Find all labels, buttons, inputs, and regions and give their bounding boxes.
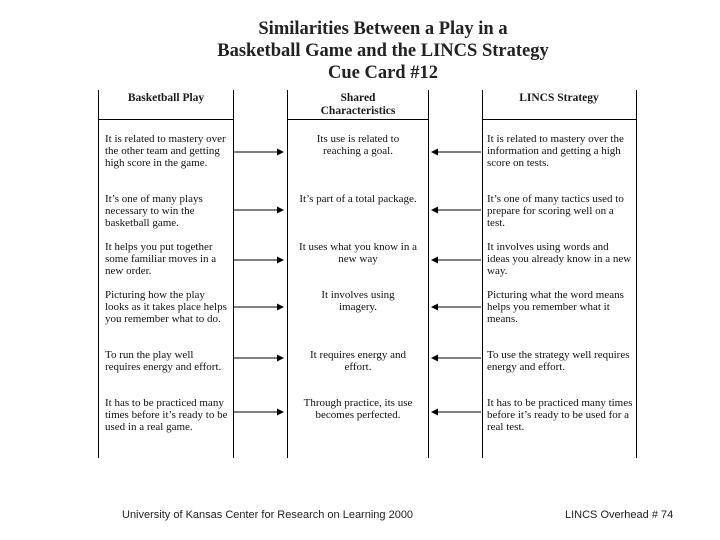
footer-overhead-number: LINCS Overhead # 74 [565, 509, 674, 521]
basketball-cell-2: It’s one of many plays necessary to win the basketball game. [105, 193, 203, 229]
lincs-cell-5: To use the strategy well requires energy and effort. [487, 349, 630, 373]
shared-cell-4: It involves using imagery. [321, 289, 395, 313]
basketball-cell-6: It has to be practiced many times before it’s ready to be used in a real game. [105, 397, 228, 433]
lincs-cell-2: It’s one of many tactics used to prepare for scoring well on a test. [487, 193, 624, 229]
lincs-cell-4: Picturing what the word means helps you remember what it means. [487, 289, 624, 325]
shared-characteristics-header: Shared Characteristics [320, 92, 396, 117]
lincs-cell-1: It is related to mastery over the information and getting a high score on tests. [487, 133, 624, 169]
shared-cell-5: It requires energy and effort. [309, 349, 406, 373]
footer-credit: University of Kansas Center for Research on Learning 2000 [122, 509, 414, 521]
shared-cell-2: It’s part of a total package. [299, 193, 417, 205]
title-line-2: Basketball Game and the LINCS Strategy [217, 41, 549, 61]
basketball-cell-4: Picturing how the play looks as it takes place helps you remember what to do. [105, 289, 227, 325]
basketball-cell-5: To run the play well requires energy and effort. [105, 349, 222, 373]
lincs-cell-6: It has to be practiced many times before it’s ready to be used for a real test. [487, 397, 633, 433]
title-line-1: Similarities Between a Play in a [258, 19, 508, 39]
basketball-cell-3: It helps you put together some familiar moves in a new order. [105, 241, 217, 277]
shared-cell-6: Through practice, its use becomes perfected. [303, 397, 413, 421]
basketball-play-header: Basketball Play [127, 92, 205, 104]
title-line-3: Cue Card #12 [328, 63, 438, 83]
lincs-strategy-header: LINCS Strategy [519, 92, 599, 104]
lincs-cell-3: It involves using words and ideas you already know in a new way. [487, 241, 632, 277]
shared-cell-1: Its use is related to reaching a goal. [316, 133, 400, 157]
shared-cell-3: It uses what you know in a new way [299, 241, 417, 265]
basketball-cell-1: It is related to mastery over the other team and getting high score in the game. [105, 133, 226, 169]
